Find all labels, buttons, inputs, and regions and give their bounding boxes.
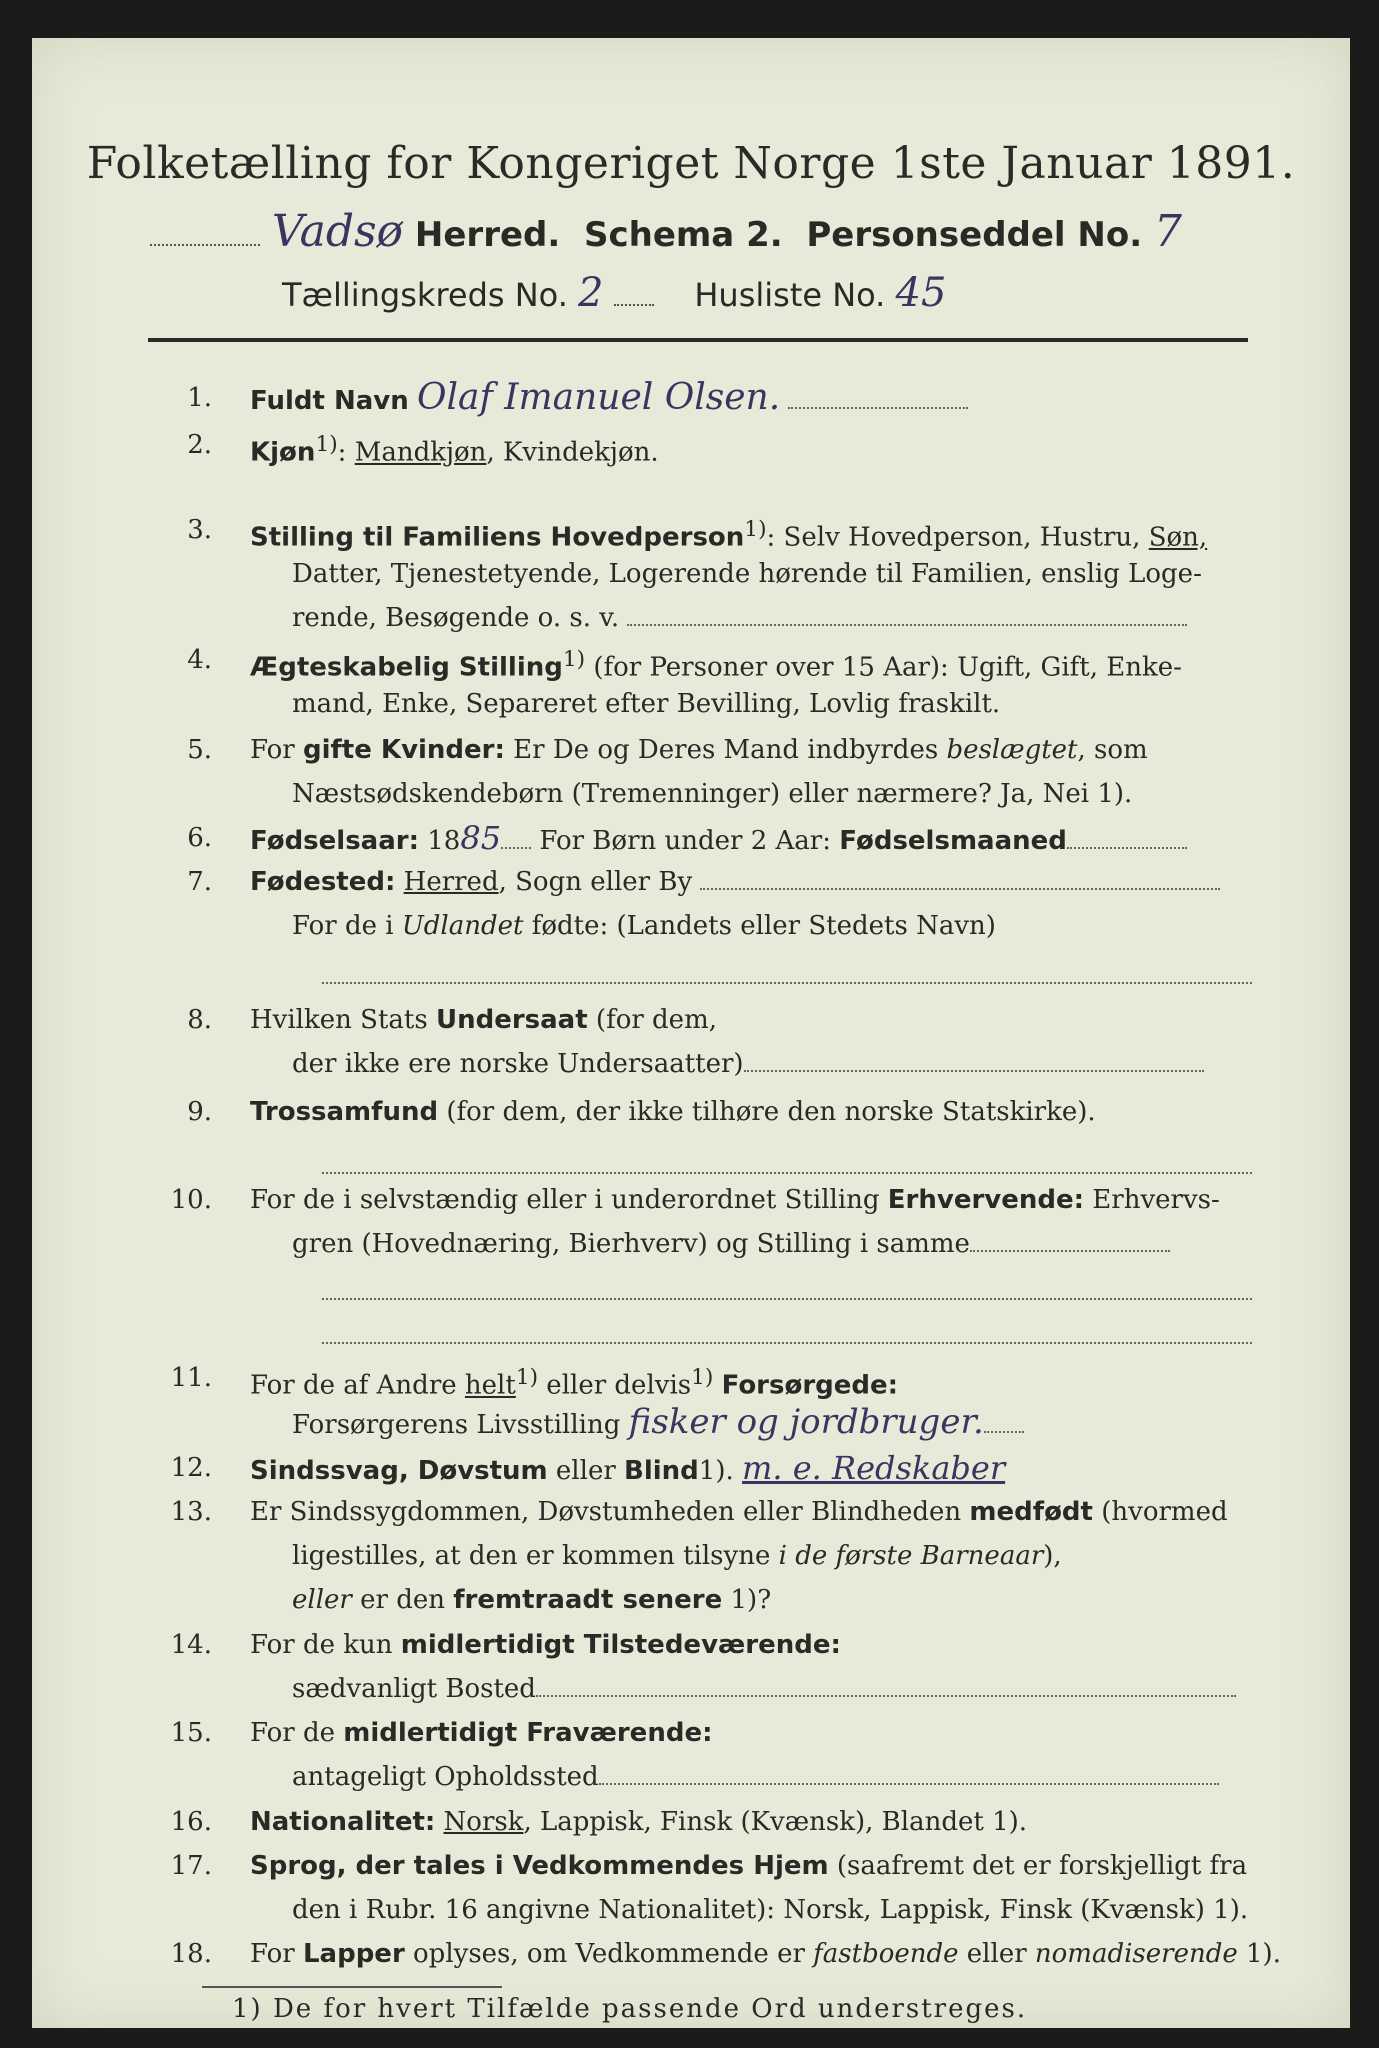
kreds-label: Tællingskreds No. (282, 276, 568, 314)
item-label: Fødselsmaaned (839, 826, 1067, 856)
dotted-fill (744, 1070, 1204, 1072)
item-text: Næstsødskendebørn (Tremenninger) eller nærmere? Ja, Nei 1). (292, 779, 1133, 809)
husliste-label: Husliste No. (694, 276, 886, 314)
husliste-handwriting: 45 (895, 270, 947, 316)
item-text: beslægtet (946, 735, 1078, 765)
item-text: , Lappisk, Finsk (Kvænsk), Blandet 1). (523, 1807, 1028, 1837)
item-17 (152, 1844, 1262, 1932)
item-label: Ægteskabelig Stilling (250, 652, 563, 683)
item-number: 18. (170, 1939, 212, 1969)
item-number: 2. (187, 430, 212, 460)
condition-handwriting: m. e. Redskaber (742, 1449, 1006, 1487)
item-text: Forsørgerens Livsstilling (292, 1410, 621, 1440)
item-text: Hvilken Stats (250, 1005, 436, 1035)
dotted-fill (322, 1172, 1252, 1174)
item-text: eller (547, 1456, 625, 1486)
item-text: ), (1043, 1541, 1062, 1571)
item-5 (152, 728, 1262, 816)
item-number: 5. (187, 735, 212, 765)
underlined-answer: Søn, (1148, 522, 1208, 553)
dotted-fill (501, 847, 531, 849)
item-label: fremtraadt senere (453, 1585, 723, 1615)
item-number: 10. (170, 1185, 212, 1215)
dotted-fill (322, 1342, 1252, 1344)
underlined-answer: helt (464, 1370, 516, 1401)
item-14 (152, 1623, 1262, 1711)
item-text: For de af Andre (250, 1370, 465, 1401)
item-text: eller (292, 1585, 352, 1615)
item-number: 16. (170, 1807, 212, 1837)
item-text: mand, Enke, Separeret efter Bevilling, Lovlig fraskilt. (292, 689, 1001, 719)
full-name-handwriting: Olaf Imanuel Olsen. (417, 377, 781, 418)
item-number: 9. (187, 1097, 212, 1127)
item-text: ligestilles, at den er kommen tilsyne (292, 1541, 779, 1571)
item-text: er den (351, 1585, 454, 1615)
item-label: Blind (624, 1456, 699, 1486)
footnote: 1) De for hvert Tilfælde passende Ord understreges. (232, 1994, 1028, 2024)
item-text: nomadiserende (1034, 1939, 1238, 1969)
item-text: , som (1077, 735, 1148, 765)
underlined-answer: Norsk (443, 1807, 524, 1837)
item-text: : (337, 437, 355, 468)
kreds-handwriting: 2 (578, 270, 604, 316)
item-text: For de kun (250, 1630, 401, 1660)
item-text: Erhvervs- (1084, 1185, 1220, 1215)
underlined-answer: Herred (403, 867, 499, 897)
item-6 (152, 816, 1262, 860)
footnote-mark: 1) (315, 432, 338, 457)
herred-handwriting: Vadsø (271, 206, 404, 257)
census-form-sheet (32, 38, 1350, 2028)
item-9 (152, 1090, 1262, 1188)
dotted-fill (599, 1783, 1219, 1785)
item-13 (152, 1490, 1262, 1622)
personseddel-handwriting: 7 (1154, 206, 1182, 257)
item-label: gifte Kvinder: (302, 735, 505, 765)
item-label: Fødested: (250, 867, 396, 897)
item-text: den i Rubr. 16 angivne Nationalitet): Norsk, Lappisk, Finsk (Kvænsk) 1). (292, 1895, 1249, 1925)
item-3 (152, 508, 1262, 640)
item-label: Kjøn (250, 437, 316, 468)
item-number: 7. (187, 867, 212, 897)
item-12 (152, 1446, 1262, 1490)
item-text: : Selv Hovedperson, Hustru, (766, 522, 1149, 553)
item-text: 1). (698, 1456, 734, 1486)
header-rule (148, 338, 1248, 342)
item-text: sædvanligt Bosted (292, 1674, 536, 1704)
footnote-mark: 1) (744, 517, 767, 542)
provider-occupation-handwriting: fisker og jordbruger. (628, 1402, 984, 1442)
item-label: Fødselsaar: (250, 826, 419, 856)
item-label: Sprog, der tales i Vedkommendes Hjem (250, 1851, 829, 1881)
item-text: fastboende (813, 1939, 959, 1969)
herred-label: Herred. (414, 215, 561, 255)
item-text: eller delvis (538, 1370, 692, 1401)
dotted-fill (322, 982, 1252, 984)
item-4 (152, 638, 1262, 726)
item-number: 11. (170, 1363, 212, 1393)
item-label: Sindssvag, Døvstum (250, 1456, 548, 1486)
item-1 (152, 376, 1262, 420)
item-text: For de (250, 1718, 344, 1748)
dotted-fill (627, 624, 1187, 626)
item-text: fødte: (Landets eller Stedets Navn) (523, 911, 996, 941)
item-text: For de i (292, 911, 402, 941)
item-text: rende, Besøgende o. s. v. (292, 603, 620, 633)
item-18 (152, 1932, 1281, 1976)
item-text: Udlandet (401, 911, 524, 941)
item-number: 12. (170, 1453, 212, 1483)
item-8 (152, 998, 1262, 1086)
dotted-fill (700, 888, 1220, 890)
item-text: For (250, 735, 303, 765)
schema-label: Schema 2. (583, 215, 783, 255)
item-15 (152, 1711, 1262, 1799)
item-label: Stilling til Familiens Hovedperson (250, 522, 745, 553)
footnote-mark: 1) (691, 1365, 714, 1390)
item-text: (for dem, der ikke tilhøre den norske Statskirke). (438, 1097, 1096, 1127)
herred-schema-line (150, 206, 1250, 266)
item-label: Erhvervende: (887, 1185, 1085, 1215)
item-7 (152, 860, 1262, 998)
birth-year-handwriting: 85 (460, 819, 502, 857)
item-text: Er Sindssygdommen, Døvstumheden eller Blindheden (250, 1497, 970, 1527)
item-label: Lapper (302, 1939, 405, 1969)
dotted-fill (322, 1298, 1252, 1300)
item-label: midlertidigt Tilstedeværende: (400, 1630, 841, 1660)
item-number: 6. (187, 823, 212, 853)
item-text: For de i selvstændig eller i underordnet Stilling (250, 1185, 888, 1215)
item-label: Nationalitet: (250, 1807, 436, 1837)
underlined-answer: Mandkjøn (354, 437, 487, 468)
item-number: 13. (170, 1497, 212, 1527)
item-text: (for Personer over 15 Aar): Ugift, Gift, Enke- (585, 652, 1182, 683)
item-text: der ikke ere norske Undersaatter) (292, 1049, 744, 1079)
dotted-fill (984, 1431, 1024, 1433)
item-number: 4. (187, 645, 212, 675)
item-number: 8. (187, 1005, 212, 1035)
item-text: (hvormed (1092, 1497, 1228, 1527)
footnote-rule (202, 1986, 502, 1988)
footnote-mark: 1) (515, 1365, 539, 1390)
form-title: Folketælling for Kongeriget Norge 1ste Januar 1891. (86, 138, 1296, 189)
item-label: medfødt (969, 1497, 1093, 1527)
footnote-mark: 1) (562, 647, 586, 672)
item-label: Fuldt Navn (250, 386, 409, 416)
item-text: i de første Barneaar (778, 1541, 1044, 1571)
item-text: Er De og Deres Mand indbyrdes (504, 735, 947, 765)
item-16 (152, 1800, 1262, 1844)
item-number: 14. (170, 1630, 212, 1660)
item-text: For Børn under 2 Aar: (531, 826, 840, 856)
item-text: (saafremt det er forskjelligt fra (828, 1851, 1248, 1881)
dotted-fill (614, 304, 654, 306)
kreds-husliste-line (282, 270, 1182, 330)
item-text: oplyses, om Vedkommende er (404, 1939, 814, 1969)
personseddel-label: Personseddel No. (806, 215, 1143, 255)
item-2 (152, 423, 1262, 467)
item-text: For (250, 1939, 303, 1969)
dotted-fill (1067, 847, 1187, 849)
item-text: antageligt Opholdssted (292, 1762, 599, 1792)
dotted-fill (536, 1695, 1236, 1697)
item-11 (152, 1356, 1262, 1444)
item-10 (152, 1178, 1262, 1358)
item-number: 1. (187, 383, 212, 413)
item-text: , Kvindekjøn. (486, 437, 659, 468)
item-label: midlertidigt Fraværende: (343, 1718, 713, 1748)
item-label: Forsørgede: (721, 1370, 899, 1401)
item-number: 3. (187, 515, 212, 545)
item-label: Trossamfund (250, 1097, 439, 1127)
item-text: 1). (1237, 1939, 1281, 1969)
item-label: Undersaat (435, 1005, 588, 1035)
item-text: eller (958, 1939, 1035, 1969)
item-text: gren (Hovednæring, Bierhverv) og Stilling i samme (292, 1229, 970, 1259)
item-text: 1)? (722, 1585, 772, 1615)
item-number: 15. (170, 1718, 212, 1748)
item-text: (for dem, (587, 1005, 717, 1035)
dotted-fill (788, 407, 968, 409)
item-text: , Sogn eller By (498, 867, 693, 897)
item-text: 18 (419, 826, 461, 856)
item-text: Datter, Tjenestetyende, Logerende hørende til Familien, enslig Loge- (292, 559, 1202, 589)
item-number: 17. (170, 1851, 212, 1881)
dotted-fill (150, 244, 260, 246)
dotted-fill (970, 1250, 1170, 1252)
